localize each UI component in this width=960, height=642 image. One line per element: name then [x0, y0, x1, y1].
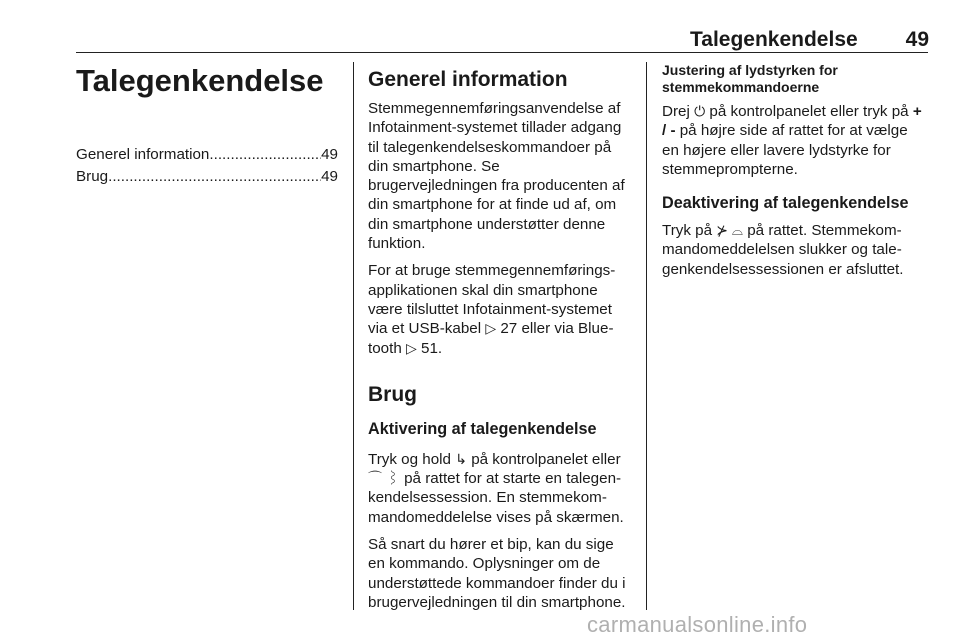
paragraph: Tryk og hold ↳ på kontrolpanelet eller ⌒ ⌇ på rattet for at starte en talegenkendelsessession. En stemmekommandomeddelelse vises på skærmen. — [368, 450, 624, 526]
column-divider-2 — [646, 62, 647, 610]
toc-page: 49 — [321, 168, 338, 185]
paragraph: Tryk på ⊁ ⌓ på rattet. Stemmekommandomeddelelsen slukker og talegenkendelsessessionen er afsluttet. — [662, 222, 904, 278]
paragraph: Stemmegennemføringsanvendelse af Infotainment-systemet tillader adgang til talegenkendelseskommandoer på din smartphone. Se brugervejledningen fra producenten af din smartphone for at finde ud af, om din smartphone understøtter denne funktion. — [368, 100, 625, 253]
toc-page: 49 — [321, 146, 338, 163]
steering-voice-icon: ⌒ ⌇ — [368, 470, 400, 487]
subheading-volume: Justering af lydstyrken for stemmekommandoerne — [662, 62, 838, 95]
toc-leader — [108, 166, 321, 188]
page-ref-link[interactable]: 27 — [500, 320, 518, 338]
toc-label: Generel information — [76, 146, 210, 163]
section-heading-general: Generel information — [368, 68, 568, 91]
section-heading-use: Brug — [368, 382, 417, 406]
page-number: 49 — [905, 28, 929, 51]
page-ref-link[interactable]: 51 — [421, 339, 438, 357]
watermark: carmanualsonline.info — [587, 612, 808, 637]
toc-entry-use[interactable] — [76, 166, 338, 188]
paragraph: Så snart du hører et bip, kan du sige en kommando. Oplysninger om de understøttede kommandoer finder du i brugervejledningen til din smartphone. — [368, 536, 626, 611]
subheading-activation: Aktivering af talegenkendelse — [368, 419, 597, 438]
paragraph: Drej ⏻ på kontrolpanelet eller tryk på + / - på højre side af rattet for at vælge en højere eller lavere lydstyrke for stemmeprompterne. — [662, 103, 922, 178]
chapter-title: Talegenkendelse — [76, 63, 324, 98]
phone-icon: ↳ — [455, 450, 467, 467]
power-knob-icon: ⏻ — [694, 103, 706, 119]
toc-entry-general[interactable] — [76, 144, 338, 166]
running-header-title: Talegenkendelse — [690, 28, 858, 51]
toc-label: Brug — [76, 168, 109, 185]
column-toc — [76, 62, 338, 188]
column-divider-1 — [353, 62, 354, 610]
subheading-deactivate: Deaktivering af talegenkendelse — [662, 194, 909, 213]
volume-keys: + / - — [662, 103, 922, 140]
toc-leader — [209, 144, 321, 166]
end-call-icon: ⊁ ⌓ — [716, 222, 743, 239]
column-main — [368, 62, 632, 620]
paragraph: For at bruge stemmegennemføringsapplikationen skal din smartphone være tilsluttet Infotainment-systemet via et USB-kabel ▷ 27 eller via Bluetooth ▷ 51. — [368, 262, 616, 357]
page-ref-arrow-icon: ▷ — [485, 320, 497, 337]
page-ref-arrow-icon: ▷ — [406, 339, 417, 356]
column-right — [662, 62, 928, 287]
header-rule — [76, 52, 928, 53]
